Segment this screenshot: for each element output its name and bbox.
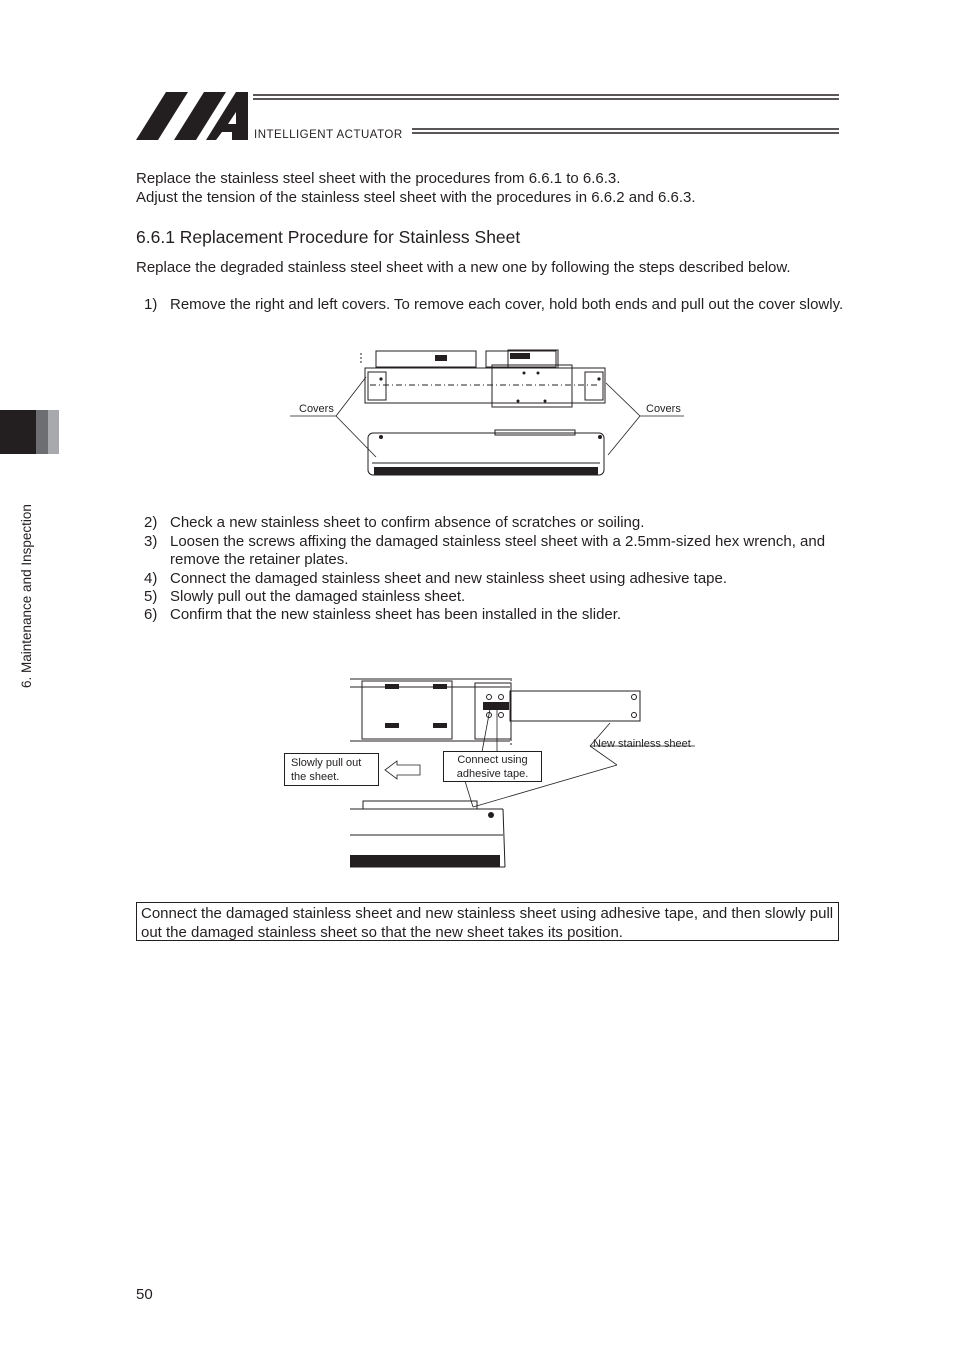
note-box: Connect the damaged stainless sheet and new stainless sheet using adhesive tape, and then slowly pull out the damaged stainless sheet so that the new sheet takes its position. <box>136 902 839 941</box>
intro-line-1: Replace the stainless steel sheet with the procedures from 6.6.1 to 6.6.3. <box>136 170 621 187</box>
covers-label-right: Covers <box>646 403 681 415</box>
section-title: 6.6.1 Replacement Procedure for Stainless Sheet <box>136 227 521 247</box>
step-text: Confirm that the new stainless sheet has been installed in the slider. <box>170 606 622 623</box>
intro-line-2: Adjust the tension of the stainless steel sheet with the procedures in 6.6.2 and 6.6.3. <box>136 189 696 206</box>
step-text: Slowly pull out the damaged stainless sheet. <box>170 588 466 605</box>
step-number: 6) <box>144 606 158 623</box>
pull-sheet-callout: Slowly pull out the sheet. <box>284 753 379 786</box>
chapter-tab-dark <box>0 410 36 454</box>
new-sheet-label: New stainless sheet <box>593 738 691 750</box>
step-number: 1) <box>144 296 158 313</box>
step-number: 4) <box>144 570 158 587</box>
chapter-tab-light <box>48 410 59 454</box>
section-description: Replace the degraded stainless steel sheet with a new one by following the steps described below. <box>136 259 791 276</box>
adhesive-tape-callout: Connect using adhesive tape. <box>443 751 542 782</box>
step-text: Remove the right and left covers. To remove each cover, hold both ends and pull out the cover slowly. <box>170 296 844 313</box>
step-number: 5) <box>144 588 158 605</box>
covers-label-left: Covers <box>299 403 334 415</box>
figure-covers-diagram <box>280 345 700 485</box>
step-text: Connect the damaged stainless sheet and new stainless sheet using adhesive tape. <box>170 570 728 587</box>
iai-logo <box>136 92 856 142</box>
chapter-label: 6. Maintenance and Inspection <box>19 504 34 688</box>
brand-name: INTELLIGENT ACTUATOR <box>254 129 403 141</box>
step-number: 3) <box>144 533 158 550</box>
page-number: 50 <box>136 1286 153 1303</box>
chapter-tab-mid <box>36 410 48 454</box>
step-text: Check a new stainless sheet to confirm absence of scratches or soiling. <box>170 514 645 531</box>
step-number: 2) <box>144 514 158 531</box>
step-text: Loosen the screws affixing the damaged stainless steel sheet with a 2.5mm-sized hex wrench, and remove the retainer plates. <box>170 533 826 568</box>
